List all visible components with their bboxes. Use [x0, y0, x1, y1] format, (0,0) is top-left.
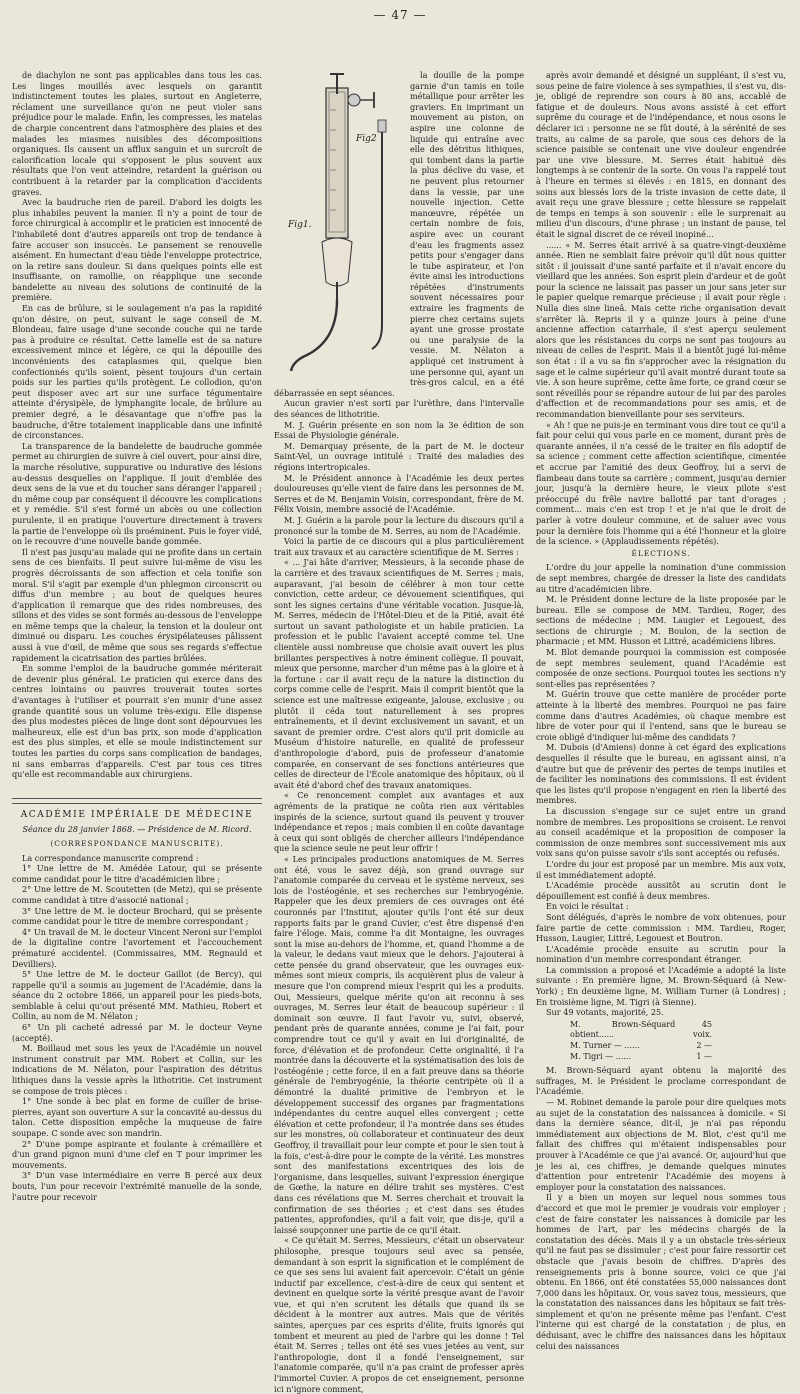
paragraph: Il n'est pas jusqu'au malade qui ne profite dans un certain sens de ces bienfaits. Il peut suivre lui-même de visu les progrès décroissants de son affection et cela tonifie son moral. S'il s'agit par exemple d'un phlegmon circonscrit ou diffus d'un membre ; au bout de quelques heures d'application il remarque que des rides nombreuses, des sillons et des vides se sont formés au-dessous de l'enveloppe en même temps que la chaleur, la tension et la douleur ont diminué ou disparu. Les couches érysipélateuses pâlissent aussi à vue d'œil, de même que sous ses regards s'effectue rapidement la cicatrisation des parties brûlées. — [12, 546, 262, 663]
vote-row — [566, 1020, 716, 1041]
instrument-figure — [274, 70, 404, 380]
paragraph: 4° Un travail de M. le docteur Vincent Neroni sur l'emploi de la digitaline contre l'avortement et l'accouchement prématuré accidentel. (Commissaires, MM. Regnauld et Devilliers). — [12, 926, 262, 969]
section-rule — [12, 803, 262, 804]
vote-row — [566, 1052, 716, 1063]
paragraph: M. Brown-Séquard ayant obtenu la majorité des suffrages, M. le Président le proclame correspondant de l'Académie. — [536, 1065, 786, 1097]
paragraph: En voici le résultat : — [546, 901, 629, 912]
paragraph: La transparence de la bandelette de baudruche gommée permet au chirurgien de suivre à ciel ouvert, pour ainsi dire, la marche résolutive, suppurative ou indurative des lésions au-dessus desquelles on l'applique. Il jouit d'emblée des deux sens de la vue et du toucher sans déranger l'appareil ; du même coup par conséquent il découvre les complications et y remédie. S'il s'est formé un abcès ou une collection purulente, il en pratique l'ouverture directement à travers la partie de l'enveloppe où ils proéminent. Puis le foyer vidé, on le recouvre d'une nouvelle bande gommée. — [12, 440, 262, 547]
paragraph: En somme l'emploi de la baudruche gommée mériterait de devenir plus général. Le praticien qui exerce dans des centres lointains ou pauvres trouverait toutes sortes d'avantages à l'utiliser et pourrait s'en munir d'une assez grande quantité sous un volume très-exigu. Elle dispense des plus modestes pièces de linge dont sont dépourvues les malheureux, elle est d'un bas prix, son mode d'application est des plus simples, et elle se moule indistinctement sur toutes les parties du corps sans complication de bandages, ni sans embarras d'appareils. C'est par tous ces titres qu'elle est recommandable aux chirurgiens. — [12, 663, 262, 780]
paragraph: 3° Une lettre de M. le docteur Brochard, qui se présente comme candidat pour le titre de membre correspondant ; — [12, 905, 262, 927]
candidate-name: M. Brown-Séquard obtient...... — [570, 1019, 676, 1040]
candidate-name: M. Tigri — ...... — [570, 1051, 632, 1061]
paragraph: M. Blot demande pourquoi la commission est composée de sept membres seulement, quand l'Académie est composée de onze sections. Pourquoi toutes les sections n'y sont-elles pas représentées ? — [536, 647, 786, 689]
paragraph: 1° Une sonde à bec plat en forme de cuiller de brise-pierres, ayant son ouverture A sur la concavité au-dessus du talon. Cette disposition empêche la muqueuse de faire soupape. C sonde avec son mandrin. — [12, 1096, 262, 1138]
paragraph: de diachylon ne sont pas applicables dans tous les cas. Les linges mouillés avec lesquels on garantit indistinctement toutes les plaies, surtout en Angleterre, réclament une surveillance qu'on ne peut violer sans préjudice pour le malade. Enfin, les compresses, les matelas de charpie concentrent dans l'atmosphère des plaies et des malades les miasmes nuisibles des décompositions organiques. Ils causent un afflux sanguin et un surcroît de calorification locale qui s'opposent le plus souvent aux résultats que l'on veut atteindre, retardent la guérison ou contribuent à la retarder par la complication d'accidents graves. — [12, 70, 262, 197]
paragraph: « ... J'ai hâte d'arriver, Messieurs, à la seconde phase de la carrière et des travaux scientifiques de M. Serres ; mais, auparavant, j'ai besoin de célébrer à mon tour cette conviction, cette ardeur, ce dévouement scientifiques, qui sont les signes certains d'une véritable vocation. Jusque-là, M. Serres, médecin de l'Hôtel-Dieu et de la Pitié, avait été surtout un savant pathologiste et un habile praticien. La profession et le public l'avaient accepté comme tel. Une clientèle aussi nombreuse que choisie avait ouvert les plus brillantes perspectives à notre éminent collègue. Il pouvait, mieux que personne, marcher d'un même pas à la gloire et à la fortune : car il avait reçu de la nature la distinction du corps comme celle de l'esprit. Mais il comprit bientôt que la science est une maîtresse exigeante, jalouse, exclusive ; ou plutôt il céda tout naturellement à ses propres entraînements, et il devint exclusivement un savant, et un savant de premier ordre. C'est alors qu'il prit domicile au Muséum d'histoire naturelle, en qualité de professeur d'anthropologie d'abord, puis de professeur d'anatomie comparée, en conservant de ses fonctions antérieures que celles de directeur de l'École anatomique des hôpitaux, où il avait été d'abord chef des travaux anatomiques. — [274, 557, 524, 790]
paragraph: Il y a bien un moyen sur lequel nous sommes tous d'accord et que moi le premier je voudrais voir employer ; c'est de faire constater les naissances à domicile par les hommes de l'art, par les médecins chargés de la constatation des décès. Mais il y a un obstacle très-sérieux qu'il ne faut pas se dissimuler ; c'est pour faire ressortir cet obstacle que j'avais besoin de chiffres. D'après des renseignements pris à bonne source, voici ce que j'ai obtenu. En 1866, ont été constatées 55,000 naissances dont 7,000 dans les hôpitaux. Or, vous savez tous, messieurs, que la constatation des naissances dans les hôpitaux se fait très-simplement et qu'on ne présente même pas l'enfant. C'est l'interne qui est chargé de la constatation ; de plus, en déduisant, avec le chiffre des naissances dans les hôpitaux celui des naissances — [536, 1192, 786, 1351]
paragraph: La correspondance manuscrite comprend : — [22, 852, 199, 863]
paragraph: M. Demarquay présente, de la part de M. le docteur Saint-Vel, un ouvrage intitulé : Traité des maladies des régions intertropicales. — [274, 440, 524, 472]
paragraph: L'Académie procède aussitôt au scrutin dont le dépouillement est confié à deux membres. — [536, 880, 786, 901]
paragraph: L'Académie procède ensuite au scrutin pour la nomination d'un membre correspondant étranger. — [536, 943, 786, 965]
paragraph: M. le Président annonce à l'Académie les deux pertes douloureuses qu'elle vient de faire dans les personnes de M. Serres et de M. Benjamin Voisin, correspondant, frère de M. Félix Voisin, membre associé de l'Académie. — [274, 472, 524, 515]
paragraph: Sont délégués, d'après le nombre de voix obtenues, pour faire partie de cette commission : MM. Tardieu, Roger, Husson, Laugier, Littré, Legouest et Boutron. — [536, 911, 786, 944]
paragraph: M. Dubois (d'Amiens) donne à cet égard des explications desquelles il résulte que le bureau, en agissant ainsi, n'a d'autre but que de prévenir des pertes de temps inutiles et de faciliter les nominations des commissions. Il est évident que les listes qu'il propose n'engagent en rien la liberté des membres. — [536, 742, 786, 806]
paragraph: M. le Président donne lecture de la liste proposée par le bureau. Elle se compose de MM. Tardieu, Roger, des sections de médecine ; MM. Laugier et Legouest, des sections de chirurgie ; M. Boulon, de la section de pharmacie ; et MM. Husson et Littré, académiciens libres. — [536, 594, 786, 647]
paragraph: la douille de la pompe garnie d'un tamis en toile métallique pour arrêter les graviers. En imprimant un mouvement au piston, on aspire une colonne de liquide qui entraîne avec elle des détritus lithiques, qui tombent dans la partie la plus déclive du vase, et ne peuvent plus retourner dans la vessie, par une nouvelle injection. Cette manœuvre, répétée un certain nombre de fois, aspire avec un courant d'eau les fragments assez petits pour s'engager dans le tube aspirateur, et l'on évite ainsi les introductions répétées d'instruments souvent nécessaires pour extraire les fragments de pierre chez certains sujets ayant une grosse prostate ou une paralysie de la vessie. M. Nélaton a appliqué cet instrument à une personne qui, ayant un très-gros calcul, en a été débarrassée en sept séances. — [274, 70, 524, 398]
vote-count: 1 — — [696, 1051, 712, 1061]
figure-label-2: Fig2 — [356, 134, 377, 144]
paragraph: En cas de brûlure, si le soulagement n'a pas la rapidité qu'on désire, on peut, suivant le sage conseil de M. Blondeau, faire usage d'une seconde couche qui ne tarde pas à produire ce résultat. Cette lamelle est de sa nature excessivement mince et légère, ce qui la dépouille des inconvénients des cataplasmes qui, quelque bien confectionnés qu'ils soient, pèsent toujours d'un certain poids sur les parties qu'ils protègent. Le collodion, qu'on peut disposer avec art sur une surface tégumentaire atteinte d'érysipèle, de lymphangite locale, de brûlure au premier degré, a le désavantage que n'offre pas la baudruche, d'être totalement inapplicable dans une infinité de circonstances. — [12, 303, 262, 441]
vote-results — [566, 1020, 716, 1062]
paragraph: Sur 49 votants, majorité, 25. — [546, 1007, 664, 1018]
paragraph: La discussion s'engage sur ce sujet entre un grand nombre de membres. Les propositions se croisent. Le renvoi au conseil académique et la proposition de composer la commission de onze membres sont successivement mis aux voix sans qu'on puisse savoir s'ils sont acceptés ou refusés. — [536, 805, 786, 859]
figure-block — [274, 70, 524, 420]
paragraph: 2° D'une pompe aspirante et foulante à crémaillère et d'un grand pignon muni d'une clef en T pour imprimer les mouvements. — [12, 1138, 262, 1170]
section-title: ACADÉMIE IMPÉRIALE DE MÉDECINE — [20, 809, 254, 820]
paragraph: M. Guérin trouve que cette manière de procéder porte atteinte à la liberté des membres. Pourquoi ne pas faire comme dans d'autres Académies, où chaque membre est libre de voter pour qui il l'entend, sans que le bureau se croie obligé d'indiquer lui-même des candidats ? — [536, 689, 786, 742]
page-number: — 47 — — [373, 8, 427, 22]
subheading: (CORRESPONDANCE MANUSCRITE). — [50, 838, 224, 848]
paragraph: L'ordre du jour est proposé par un membre. Mis aux voix, il est immédiatement adopté. — [536, 858, 786, 880]
paragraph: 6° Un pli cacheté adressé par M. le docteur Veyne (accepté). — [12, 1022, 262, 1043]
session-date: Séance du 28 janvier 1868. — Présidence de M. Ricord. — [22, 824, 252, 835]
paragraph: Aucun gravier n'est sorti par l'urèthre, dans l'intervalle des séances de lithotritie. — [274, 398, 524, 419]
paragraph: 3° D'un vase intermédiaire en verre B percé aux deux bouts, l'un pour recevoir l'extrémité manuelle de la sonde, l'autre pour recevoir — [12, 1170, 262, 1202]
vote-row — [566, 1041, 716, 1052]
paragraph: 5° Une lettre de M. le docteur Gaillot (de Bercy), qui rappelle qu'il a soumis au jugement de l'Académie, dans la séance du 2 octobre 1866, un appareil pour les pieds-bots, semblable à celui qu'out présenté MM. Mathieu, Robert et Collin, au nom de M. Nélaton ; — [12, 969, 262, 1022]
paragraph: L'ordre du jour appelle la nomination d'une commission de sept membres, chargée de dresser la liste des candidats au titre d'académicien libre. — [536, 562, 786, 594]
vote-count: 45 voix. — [693, 1019, 712, 1040]
paragraph: 1° Une lettre de M. Amédée Latour, qui se présente comme candidat pour le titre d'académicien libre ; — [12, 863, 262, 884]
paragraph: après avoir demandé et désigné un suppléant, il s'est vu, sous peine de faire violence à ses sympathies, il s'est vu, dis-je, obligé de reprendre son cours à 80 ans, accablé de fatigue et de douleurs. Nous avons assisté à cet effort suprême du courage et de l'indépendance, et nous osons le déclarer ici : personne ne se fût douté, à la sérénité de ses traits, au calme de sa parole, que sous ces dehors de la science paisible se contenait une vive douleur engendrée par une vive blessure. M. Serres était habitué dès longtemps à se contenir de la sorte. On vous l'a rappelé tout à l'heure en termes si élevés : en 1815, en donnant des soins aux blessés lors de la triste invasion de cette date, il avait reçu une grave blessure ; cette blessure se rappelait de temps en temps à son souvenir : elle le surprenait au milieu d'un discours, d'une phrase ; un instant de pause, tel était le signal discret de ce réveil inopiné... — [536, 70, 786, 239]
column-right — [536, 70, 786, 1351]
paragraph: Voici la partie de ce discours qui a plus particulièrement trait aux travaux et au caractère scientifique de M. Serres : — [274, 536, 524, 557]
figure-label-1: Fig1. — [288, 220, 312, 230]
paragraph: « Les principales productions anatomiques de M. Serres ont été, vous le savez déjà, son grand ouvrage sur l'anatomie comparée du cerveau et le système nerveux, ses lois de l'ostéogénie, et ses recherches sur l'embryogénie. Rappeler que les deux premiers de ces ouvrages ont été couronnés par l'Institut, ajouter qu'ils l'ont été sur deux rapports faits par le grand Cuvier, c'est être dispensé d'en faire l'éloge. Mais, comme l'a dit Montaigne, les ouvrages sont la mise au-dehors de l'homme, et, quand l'homme a de la valeur, le dedans vaut mieux que le dehors. J'ajouterai à cette pensée du grand observateur, que les ouvrages eux-mêmes sont mieux compris, ils acquièrent plus de valeur à mesure que l'on comprend mieux l'esprit qui les a produits. Oui, Messieurs, quelque mérite qu'on ait reconnu à ses ouvrages, M. Serres leur était de beaucoup supérieur : il dominait son œuvre. Il faut l'avoir vu, suivi, observé, pendant près de quarante années, comme je l'ai fait, pour comprendre tout ce qu'il y avait en lui d'originalité, de force, d'élévation et de profondeur. Cette originalité, il l'a montrée dans la découverte et la systématisation des lois de l'ostéogénie ; cette force, il en a fait preuve dans sa théorie générale de l'embryogénie, la théorie centripète où il a démontré la dualité primitive de l'embryon et le développement successif des organes par fragmentations indépendantes du centre auquel elles convergent ; cette élévation et cette profondeur, il l'a montrée dans ses études sur les monstres, où collaborateur et continuateur des deux Geoffroy, il travaillait pour leur compte et pour le sien tout à la fois, c'est-à-dire pour le compte de la vérité. Les monstres sont des manifestations excentriques des lois de l'organisme, dans lesquelles, suivant l'expression énergique de Gœthe, la nature en délire trahit ses mystères. C'est dans ces révélations que M. Serres cherchait et trouvait la confirmation de ses théories ; et c'est dans ses études patientes, approfondies, qu'il a fait voir, que dis-je, qu'il a laissé soupçonner une partie de ce qu'il était. — [274, 853, 524, 1235]
section-rule — [12, 798, 262, 799]
paragraph: ...... « M. Serres était arrivé à sa quatre-vingt-deuxième année. Rien ne semblait faire prévoir qu'il dût nous quitter sitôt : il jouissait d'une santé parfaite et il n'avait encore du vieillard que les années. Son esprit plein d'ardeur et de goût pour la science ne laissait pas passer un jour sans jeter sur le papier quelque remarque précieuse ; il avait pour règle : Nulla dies sine lineâ. Mais cette riche organisation devait s'arrêter là. Repris il y a quinze jours à peine d'une ancienne affection catarrhale, il s'est aperçu seulement alors que les résistances du corps ne sont pas toujours au niveau de celles de l'esprit. Mais il a bientôt jugé lui-même son état : il a vu sa fin s'approcher avec la résignation du sage et le calme supérieur qu'il avait montré durant toute sa vie. À son heure suprême, cette âme forte, ce grand cœur se sont réveillés pour se répandre autour de lui par des paroles d'affection et de recommandations pour ses amis, et de recommandation bienveillante pour ses serviteurs. — [536, 239, 786, 419]
paragraph: M. J. Guérin a la parole pour la lecture du discours qu'il a prononcé sur la tombe de M. Serres, au nom de l'Académie. — [274, 514, 524, 536]
candidate-name: M. Turner — ...... — [570, 1041, 640, 1051]
paragraph: M. Boillaud met sous les yeux de l'Académie un nouvel instrument construit par MM. Robert et Collin, sur les indications de M. Nélaton, pour l'aspiration des détritus lithiques dans la vessie après la lithotritie. Cet instrument se compose de trois pièces : — [12, 1043, 262, 1096]
paragraph: La commission a proposé et l'Académie a adopté la liste suivante : En première ligne, M. Brown-Séquard (à New-York) ; En deuxième ligne, M. William Turner (à Londres) ; En troisième ligne, M. Tigri (à Sienne). — [536, 964, 786, 1007]
paragraph: « Ce renoncement complet aux avantages et aux agréments de la pratique ne coûta rien aux véritables inspirés de la science, surtout quand ils peuvent y trouver indépendance et repos ; mais combien il en coûte davantage à ceux qui sont obligés de chercher ailleurs l'indépendance que la science seule ne peut leur offrir ! — [274, 790, 524, 854]
paragraph: « Ce qu'était M. Serres, Messieurs, c'était un observateur philosophe, presque toujours seul avec sa pensée, demandant à son esprit la signification et le complément de ce que ses sens lui avaient fait apercevoir. C'était un génie inductif par excellence, c'est-à-dire de ceux qui sentent et devinent en quelque sorte la vérité presque avant de l'avoir vue, et qui n'en scrutent les détails que quand ils se décident à la montrer aux autres. Mais que de vérités saintes, aperçues par ces esprits d'élite, fruits ignorés qui tombent et meurent au pied de l'arbre qui les donne ! Tel était M. Serres ; telles ont été ses vues jetées au vent, sur l'anthropologie, dont il a fondé l'enseignement, sur l'anatomie comparée, qu'il n'a pas craint de professer après l'immortel Cuvier. A propos de cet enseignement, personne ici n'ignore comment, — [274, 1235, 524, 1394]
paragraph: « Ah ! que ne puis-je en terminant vous dire tout ce qu'il a fait pour celui qui vous parle en ce moment, durant près de quarante années, il n'a cessé de le traiter en fils adoptif de sa science ; comment cette affection scientifique, cimentée et accrue par l'amitié des deux Geoffroy, lui a servi de flambeau dans toute sa carrière ; comment, jusqu'au dernier jour, jusqu'à la dernière heure, le vieux pilote s'est préoccupé du frêle navire ballotté par tant d'orages ; comment... mais c'en est trop ! et je n'ai que le droit de parler à votre douleur commune, et de saluer avec vous pour la dernière fois l'homme qui a été l'honneur et la gloire de la science. » (Applaudissements répétés). — [536, 419, 786, 547]
paragraph: Avec la baudruche rien de pareil. D'abord les doigts les plus inhabiles peuvent la manier. Il n'y a point de tour de force chirurgical à accomplir et le praticien est innocenté de l'inhabileté dont d'autres appareils ont trop de tendance à faire accuser son insuccès. Le pansement se renouvelle aisément. En humectant d'eau tiède l'enveloppe protectrice, on la retire sans douleur. Si dans quelques points elle est insuffisante, on ramollie, on réapplique une seconde bandelette au niveau des solutions de continuité de la première. — [12, 197, 262, 303]
column-middle — [274, 70, 524, 1394]
paragraph: M. J. Guérin présente en son nom la 3e édition de son Essai de Physiologie générale. — [274, 419, 524, 441]
paragraph: 2° Une lettre de M. Scoutetten (de Metz), qui se présente comme candidat à titre d'associé national ; — [12, 884, 262, 905]
elections-heading: ÉLECTIONS. — [631, 548, 691, 558]
column-left — [12, 70, 262, 1202]
paragraph: — M. Robinet demande la parole pour dire quelques mots au sujet de la constatation des naissances à domicile. « Si dans la dernière séance, dit-il, je n'ai pas répondu immédiatement aux objections de M. Blot, c'est qu'il me fallait des chiffres qui m'étaient indispensables pour prouver à l'Académie ce que j'ai avancé. Or, aujourd'hui que je les ai, ces chiffres, je demande quelques minutes d'attention pour entretenir l'Académie des moyens à employer pour la constatation des naissances. — [536, 1097, 786, 1192]
vote-count: 2 — — [696, 1041, 712, 1051]
